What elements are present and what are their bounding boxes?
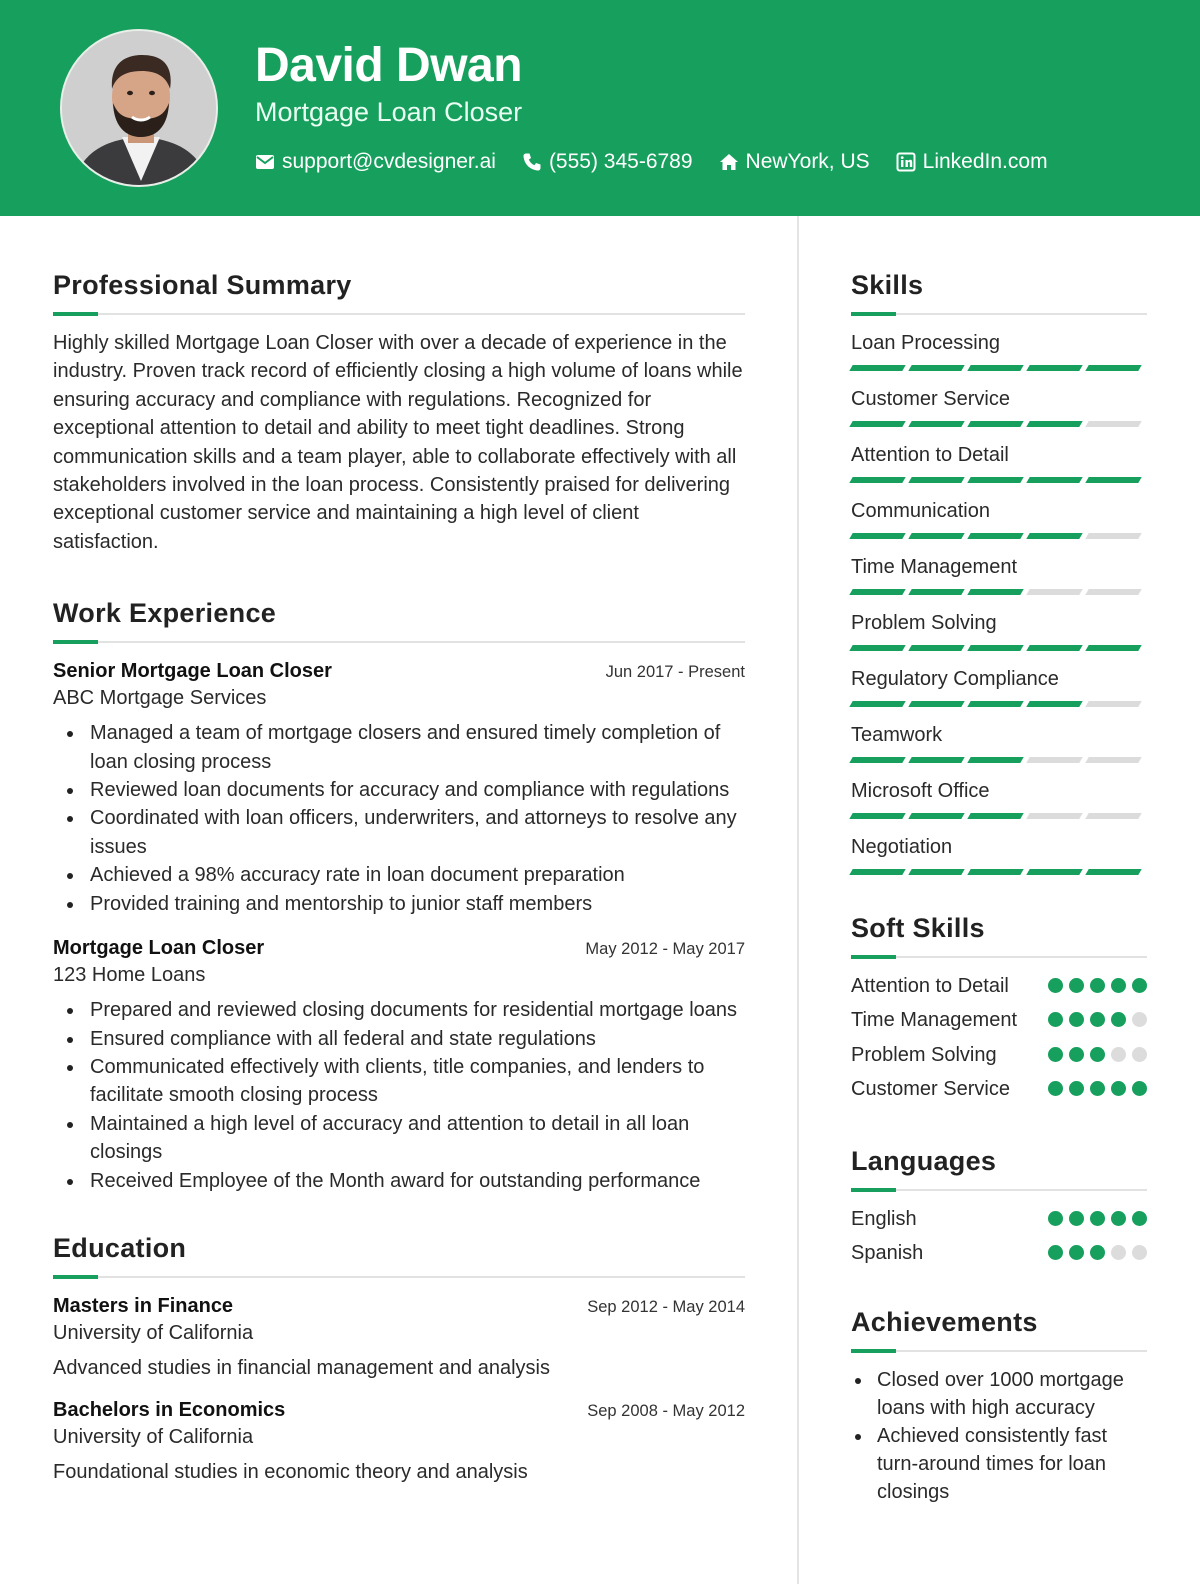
rating-dot <box>1069 1081 1084 1096</box>
rating-dot <box>1090 1245 1105 1260</box>
rating-dot <box>1090 1012 1105 1027</box>
skill-name: Customer Service <box>851 388 1010 410</box>
job-entry <box>53 657 745 918</box>
skill-level-segment <box>967 701 1023 707</box>
job-bullet: Maintained a high level of accuracy and attention to detail in all loan closings <box>67 1110 745 1167</box>
soft-skill-row-label: Problem Solving <box>851 1043 997 1066</box>
languages-title: Languages <box>851 1145 997 1176</box>
skill-level-segment <box>967 421 1023 427</box>
skill-level-segment <box>967 365 1023 371</box>
contact-location <box>719 148 870 176</box>
job-bullets <box>67 719 745 918</box>
skill-level-segment <box>908 701 964 707</box>
skill-level-segment <box>1026 757 1082 763</box>
skill-name: Regulatory Compliance <box>851 668 1059 690</box>
rating-dot <box>1090 1081 1105 1096</box>
rating-dot <box>1069 978 1084 993</box>
experience-title: Work Experience <box>53 598 277 629</box>
skill-level-segment <box>1085 421 1141 427</box>
skill-level-segment <box>849 365 905 371</box>
achievement-item: Achieved consistently fast turn-around times for loan closings <box>853 1422 1147 1506</box>
skill-level-segment <box>908 365 964 371</box>
skill-level-segment <box>1026 477 1082 483</box>
skill-level-bar <box>851 757 1147 763</box>
rating-dot <box>1048 1047 1063 1062</box>
skill-level-segment <box>849 869 905 875</box>
soft-skills-section <box>851 911 1147 1104</box>
rating-dot <box>1132 1081 1147 1096</box>
skill-name: Attention to Detail <box>851 444 1009 466</box>
contact-email[interactable] <box>255 148 496 176</box>
skills-title: Skills <box>851 270 924 300</box>
skill-item <box>851 665 1147 707</box>
skill-level-segment <box>1026 589 1082 595</box>
education-title: Education <box>53 1232 187 1263</box>
skills-list <box>851 329 1147 875</box>
skill-level-bar <box>851 701 1147 707</box>
rating-dot <box>1048 1081 1063 1096</box>
skill-level-segment <box>1085 533 1141 539</box>
skill-level-bar <box>851 533 1147 539</box>
rating-dot <box>1048 1211 1063 1226</box>
job-title: Senior Mortgage Loan Closer <box>53 660 332 683</box>
skill-name: Microsoft Office <box>851 780 990 802</box>
skill-level-segment <box>1085 869 1141 875</box>
skill-level-segment <box>908 757 964 763</box>
job-bullets <box>67 996 745 1195</box>
skill-level-segment <box>1085 701 1141 707</box>
experience-section <box>53 596 745 1195</box>
rating-dot <box>1048 1012 1063 1027</box>
envelope-icon <box>255 152 275 172</box>
skill-level-segment <box>1085 645 1141 651</box>
skill-level-segment <box>849 477 905 483</box>
skill-level-bar <box>851 813 1147 819</box>
skill-level-segment <box>1085 365 1141 371</box>
skill-level-segment <box>908 589 964 595</box>
skill-level-segment <box>1085 477 1141 483</box>
skill-level-segment <box>1085 589 1141 595</box>
job-bullet: Received Employee of the Month award for outstanding performance <box>67 1167 745 1195</box>
skill-name: Negotiation <box>851 836 953 858</box>
skill-level-bar <box>851 645 1147 651</box>
achievements-section <box>851 1305 1147 1506</box>
rating-dot <box>1069 1211 1084 1226</box>
rating-dot <box>1048 978 1063 993</box>
job-bullet: Coordinated with loan officers, underwriters, and attorneys to resolve any issues <box>67 804 745 861</box>
soft-skill-row-label: Time Management <box>851 1009 1017 1032</box>
candidate-name: David Dwan <box>255 39 523 92</box>
achievements-list <box>853 1366 1147 1506</box>
education-section <box>53 1231 745 1486</box>
linkedin-icon <box>896 152 916 172</box>
job-bullet: Achieved a 98% accuracy rate in loan document preparation <box>67 861 745 889</box>
rating-dot <box>1111 1211 1126 1226</box>
avatar-portrait <box>62 31 218 187</box>
rating-dot <box>1069 1047 1084 1062</box>
skill-name: Loan Processing <box>851 332 1000 354</box>
soft-skill-row <box>851 1075 1147 1103</box>
language-row <box>851 1239 1147 1267</box>
skill-level-segment <box>849 645 905 651</box>
skill-level-bar <box>851 365 1147 371</box>
rating-dot <box>1111 978 1126 993</box>
rating-dot <box>1132 1047 1147 1062</box>
skill-level-segment <box>908 421 964 427</box>
skill-level-segment <box>967 813 1023 819</box>
skill-level-segment <box>1026 813 1082 819</box>
skill-item <box>851 721 1147 763</box>
skill-level-segment <box>849 589 905 595</box>
skill-level-segment <box>1026 533 1082 539</box>
education-entry <box>53 1396 745 1486</box>
skill-item <box>851 609 1147 651</box>
soft-skill-row-label: Attention to Detail <box>851 975 1009 997</box>
skill-level-bar <box>851 421 1147 427</box>
section-rule <box>851 1188 1147 1191</box>
rating-dot <box>1069 1012 1084 1027</box>
skill-level-segment <box>849 701 905 707</box>
job-date: May 2012 - May 2017 <box>585 940 745 959</box>
job-company: 123 Home Loans <box>53 964 206 987</box>
degree-title: Bachelors in Economics <box>53 1398 286 1421</box>
rating-dots <box>1042 1239 1147 1260</box>
rating-dot <box>1090 978 1105 993</box>
rating-dot <box>1090 1211 1105 1226</box>
job-bullet: Communicated effectively with clients, title companies, and lenders to facilitate smooth closing process <box>67 1053 745 1110</box>
skill-item <box>851 497 1147 539</box>
soft-skills-title: Soft Skills <box>851 913 985 943</box>
candidate-role: Mortgage Loan Closer <box>255 97 523 127</box>
skill-level-segment <box>849 813 905 819</box>
skill-name: Communication <box>851 500 990 522</box>
skill-level-segment <box>908 869 964 875</box>
skill-level-segment <box>849 421 905 427</box>
soft-skill-row <box>851 1006 1147 1034</box>
rating-dot <box>1132 978 1147 993</box>
school-name: University of California <box>53 1321 254 1344</box>
rating-dot <box>1111 1047 1126 1062</box>
education-description: Foundational studies in economic theory and analysis <box>53 1460 528 1483</box>
degree-title: Masters in Finance <box>53 1294 234 1317</box>
job-company: ABC Mortgage Services <box>53 687 267 710</box>
rating-dots <box>1042 1006 1147 1027</box>
contact-phone-text: (555) 345-6789 <box>548 150 693 173</box>
soft-skills-list <box>851 972 1147 1104</box>
skill-level-segment <box>1026 645 1082 651</box>
contact-bar <box>255 148 1074 176</box>
skill-level-segment <box>1085 813 1141 819</box>
education-entry <box>53 1292 745 1382</box>
skill-level-segment <box>908 533 964 539</box>
summary-text: Highly skilled Mortgage Loan Closer with over a decade of experience in the industry. Proven track record of efficiently closing a high volume of loans while ensuring accuracy and compliance with regulations. Recognized for exceptional attention to detail and ability to meet tight deadlines. Strong communication skills and a team player, able to collaborate effectively with all stakeholders involved in the loan process. Consistently praised for delivering exceptional customer service and maintaining a high level of client satisfaction. <box>53 332 743 553</box>
contact-linkedin[interactable] <box>896 148 1048 176</box>
section-rule <box>53 1275 745 1278</box>
rating-dot <box>1111 1245 1126 1260</box>
job-bullet: Ensured compliance with all federal and state regulations <box>67 1025 745 1053</box>
home-icon <box>719 152 739 172</box>
skill-level-segment <box>967 757 1023 763</box>
skill-level-segment <box>1026 365 1082 371</box>
job-bullet: Reviewed loan documents for accuracy and compliance with regulations <box>67 776 745 804</box>
skill-level-segment <box>1026 421 1082 427</box>
skill-level-bar <box>851 869 1147 875</box>
education-description: Advanced studies in financial management and analysis <box>53 1356 550 1379</box>
section-rule <box>53 640 745 643</box>
skill-item <box>851 833 1147 875</box>
rating-dots <box>1042 1075 1147 1096</box>
skill-level-segment <box>967 869 1023 875</box>
rating-dot <box>1111 1012 1126 1027</box>
rating-dot <box>1090 1047 1105 1062</box>
skill-name: Teamwork <box>851 724 943 746</box>
contact-linkedin-text: LinkedIn.com <box>922 150 1048 173</box>
rating-dot <box>1048 1245 1063 1260</box>
skill-name: Problem Solving <box>851 612 997 634</box>
header <box>0 0 1200 216</box>
job-bullet: Prepared and reviewed closing documents for residential mortgage loans <box>67 996 745 1024</box>
summary-title: Professional Summary <box>53 270 352 300</box>
rating-dots <box>1042 1041 1147 1062</box>
soft-skill-row <box>851 1041 1147 1069</box>
skill-level-segment <box>1026 869 1082 875</box>
contact-phone[interactable] <box>522 148 693 176</box>
skill-level-segment <box>967 589 1023 595</box>
job-bullet: Provided training and mentorship to junior staff members <box>67 890 745 918</box>
skill-level-segment <box>908 813 964 819</box>
language-row <box>851 1205 1147 1233</box>
skill-level-segment <box>908 645 964 651</box>
skill-item <box>851 777 1147 819</box>
job-title: Mortgage Loan Closer <box>53 937 265 960</box>
skill-level-bar <box>851 477 1147 483</box>
section-rule <box>851 312 1147 315</box>
language-row-label: Spanish <box>851 1242 924 1265</box>
contact-location-text: NewYork, US <box>745 150 870 173</box>
language-row-label: English <box>851 1207 917 1230</box>
skill-item <box>851 385 1147 427</box>
skill-level-segment <box>908 477 964 483</box>
skill-level-segment <box>967 533 1023 539</box>
languages-list <box>851 1205 1147 1268</box>
soft-skill-row-label: Customer Service <box>851 1078 1010 1101</box>
summary-section <box>53 268 745 556</box>
column-divider <box>797 216 799 1584</box>
sidebar-column <box>851 268 1147 1506</box>
section-rule <box>851 955 1147 958</box>
rating-dots <box>1042 972 1147 993</box>
phone-icon <box>522 152 542 172</box>
skill-level-segment <box>967 477 1023 483</box>
education-date: Sep 2012 - May 2014 <box>587 1297 745 1316</box>
soft-skill-row <box>851 972 1147 1000</box>
education-date: Sep 2008 - May 2012 <box>587 1401 745 1420</box>
skill-level-segment <box>1085 757 1141 763</box>
skill-item <box>851 329 1147 371</box>
skill-level-bar <box>851 589 1147 595</box>
skill-level-segment <box>849 533 905 539</box>
section-rule <box>53 312 745 315</box>
skill-level-segment <box>967 645 1023 651</box>
skill-item <box>851 553 1147 595</box>
section-rule <box>851 1349 1147 1352</box>
achievements-title: Achievements <box>851 1307 1038 1338</box>
rating-dot <box>1111 1081 1126 1096</box>
job-date: Jun 2017 - Present <box>605 663 745 682</box>
rating-dots <box>1042 1205 1147 1226</box>
achievement-item: Closed over 1000 mortgage loans with high accuracy <box>853 1366 1147 1422</box>
rating-dot <box>1069 1245 1084 1260</box>
main-column <box>53 268 745 1486</box>
school-name: University of California <box>53 1425 254 1448</box>
rating-dot <box>1132 1012 1147 1027</box>
skill-name: Time Management <box>851 556 1017 578</box>
avatar <box>60 29 218 187</box>
skill-item <box>851 441 1147 483</box>
contact-email-text: support@cvdesigner.ai <box>282 150 496 173</box>
skill-level-segment <box>849 757 905 763</box>
job-entry <box>53 934 745 1195</box>
rating-dot <box>1132 1211 1147 1226</box>
languages-section <box>851 1144 1147 1268</box>
rating-dot <box>1132 1245 1147 1260</box>
job-bullet: Managed a team of mortgage closers and ensured timely completion of loan closing process <box>67 719 745 776</box>
skill-level-segment <box>1026 701 1082 707</box>
skills-section <box>851 268 1147 875</box>
